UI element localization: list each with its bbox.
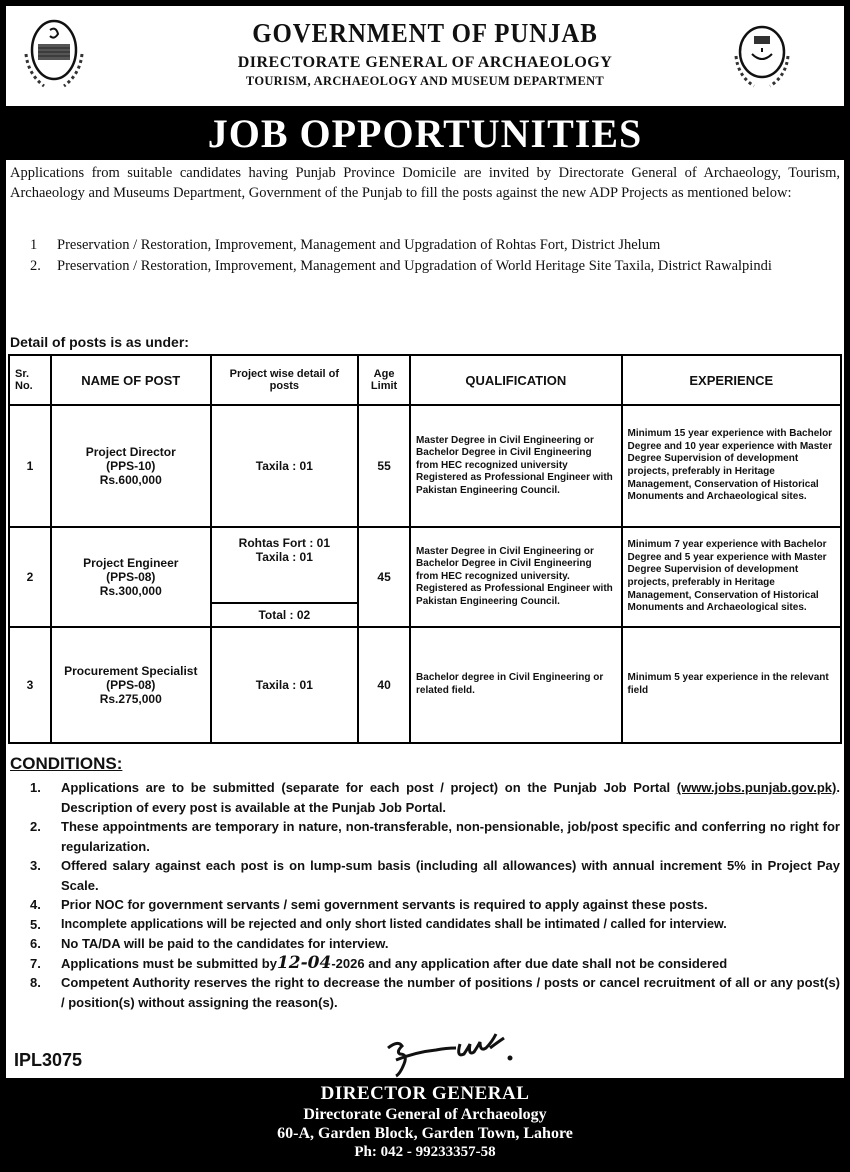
post-scale: (PPS-10) [106,459,156,473]
condition-text-part: Applications are to be submitted (separate for each post / project) on the Punjab Job Portal [61,780,671,795]
condition-number: 7. [30,955,41,971]
condition-number: 6. [30,936,41,951]
row-experience: Minimum 5 year experience in the relevant field [622,627,841,743]
posts-table [8,354,842,744]
project-detail-rohtas: Rohtas Fort : 01 [238,536,331,550]
directorate-title: DIRECTORATE GENERAL OF ARCHAEOLOGY [237,54,613,71]
condition-number: 4. [30,897,41,912]
project-text: Preservation / Restoration, Improvement, Management and Upgradation of Rohtas Fort, District Jhelum [57,237,661,253]
condition-text: No TA/DA will be paid to the candidates for interview. [61,936,389,951]
department-title: TOURISM, ARCHAEOLOGY AND MUSEUM DEPARTMENT [245,74,605,88]
table-row [9,405,841,527]
condition-text-part: -2026 and any application after due date shall not be considered [331,955,728,971]
condition-text [61,954,840,974]
post-salary: Rs.275,000 [99,692,162,706]
post-name: Procurement Specialist [64,664,198,678]
table-row [9,627,841,743]
condition-item [30,856,840,895]
condition-item [30,973,840,1012]
condition-item [30,954,840,974]
condition-text: Competent Authority reserves the right to decrease the number of positions / posts or cancel recruitment of all or any post(s) / position(s) without assigning the reason(s). [61,975,840,1010]
condition-number: 1. [30,780,41,795]
condition-number: 8. [30,975,41,990]
row-project-detail [211,527,359,603]
row-project-detail: Taxila : 01 [211,627,359,743]
post-salary: Rs.300,000 [99,584,162,598]
project-item [30,257,810,276]
conditions-list [30,778,840,1012]
condition-text: Incomplete applications will be rejected and only short listed candidates shall be intimated / called for interview. [61,916,727,931]
table-row [9,527,841,603]
condition-item [30,915,840,935]
row-age: 40 [358,627,410,743]
condition-number: 5. [30,916,41,932]
condition-number: 3. [30,858,41,873]
banner-title: JOB OPPORTUNITIES [207,111,643,156]
condition-text-part: . Description of every post is available at the Punjab Job Portal. [61,780,840,815]
row-qualification: Bachelor degree in Civil Engineering or related field. [410,627,622,743]
row-post [51,405,211,527]
project-item [30,236,810,255]
condition-text: These appointments are temporary in nature, non-transferable, non-pensionable, job/post specific and conferring no right for regularization. [61,819,840,854]
reference-code: IPL3075 [14,1050,83,1070]
row-age: 55 [358,405,410,527]
header-qualification: QUALIFICATION [410,355,622,405]
condition-item [30,934,840,954]
row-qualification: Master Degree in Civil Engineering or Bachelor Degree in Civil Engineering from HEC recognized university. Registered as Professional Engineer with Pakistan Engineering Council. [410,527,622,627]
table-header-row [9,355,841,405]
job-portal-link[interactable]: (www.jobs.punjab.gov.pk) [676,780,837,795]
detail-label: Detail of posts is as under: [10,334,189,350]
archaeology-emblem-icon [728,14,796,94]
conditions-title: CONDITIONS: [10,754,123,773]
row-post [51,627,211,743]
condition-item [30,895,840,915]
project-detail-taxila: Taxila : 01 [255,550,313,564]
row-sr: 1 [9,405,51,527]
post-scale: (PPS-08) [106,570,156,584]
signature-icon [382,1030,542,1078]
row-sr: 3 [9,627,51,743]
header [6,6,844,104]
handwritten-date: 12-04 [276,952,332,973]
condition-item [30,778,840,817]
post-scale: (PPS-08) [106,678,156,692]
projects-list [30,236,810,278]
project-number: 2. [30,258,41,274]
footer-phone: Ph: 042 - 99233357-58 [354,1144,496,1160]
condition-text [61,778,840,817]
header-age-limit: Age Limit [358,355,410,405]
post-name: Project Director [85,445,176,459]
header-sr-no: Sr. No. [9,355,51,405]
intro-paragraph: Applications from suitable candidates having Punjab Province Domicile are invited by Directorate General of Archaeology, Tourism, Archaeology and Museums Department, Government of the Punjab to fill the posts against the new ADP Projects as mentioned below: [10,165,840,201]
row-qualification: Master Degree in Civil Engineering or Bachelor Degree in Civil Engineering from HEC recognized university Registered as Professional Engineer with Pakistan Engineering Council. [410,405,622,527]
header-experience: EXPERIENCE [622,355,841,405]
header-name-of-post: NAME OF POST [51,355,211,405]
row-project-detail: Taxila : 01 [211,405,359,527]
condition-text-part: Applications must be submitted by [61,955,277,971]
footer-block [6,1078,844,1166]
header-project-detail: Project wise detail of posts [211,355,359,405]
footer-address: 60-A, Garden Block, Garden Town, Lahore [277,1125,573,1142]
advertisement-page [6,6,844,1166]
condition-number: 2. [30,819,41,834]
footer-office: Directorate General of Archaeology [303,1106,547,1123]
row-age: 45 [358,527,410,627]
post-name: Project Engineer [83,556,179,570]
project-number: 1 [30,237,38,253]
condition-item [30,817,840,856]
row-post [51,527,211,627]
row-sr: 2 [9,527,51,627]
condition-text: Prior NOC for government servants / semi government servants is required to apply against these posts. [61,897,708,912]
condition-text: Offered salary against each post is on lump-sum basis (including all allowances) with annual increment 5% in Project Pay Scale. [61,858,840,893]
job-opportunities-banner [6,106,844,160]
post-salary: Rs.600,000 [99,473,162,487]
row-experience: Minimum 7 year experience with Bachelor Degree and 5 year experience with Master Degree Supervision of development projects, preferably in Heritage Management, Conservation of Historical Monuments and Archaeological sites. [622,527,841,627]
row-total: Total : 02 [211,603,359,627]
project-text: Preservation / Restoration, Improvement, Management and Upgradation of World Heritage Site Taxila, District Rawalpindi [57,258,772,274]
footer-designation: DIRECTOR GENERAL [320,1083,530,1104]
government-title: GOVERNMENT OF PUNJAB [252,18,598,48]
row-experience: Minimum 15 year experience with Bachelor Degree and 10 year experience with Master Degree Supervision of development projects, preferably in Heritage Management, Conservation of Historical Monuments and Archaeological sites. [622,405,841,527]
